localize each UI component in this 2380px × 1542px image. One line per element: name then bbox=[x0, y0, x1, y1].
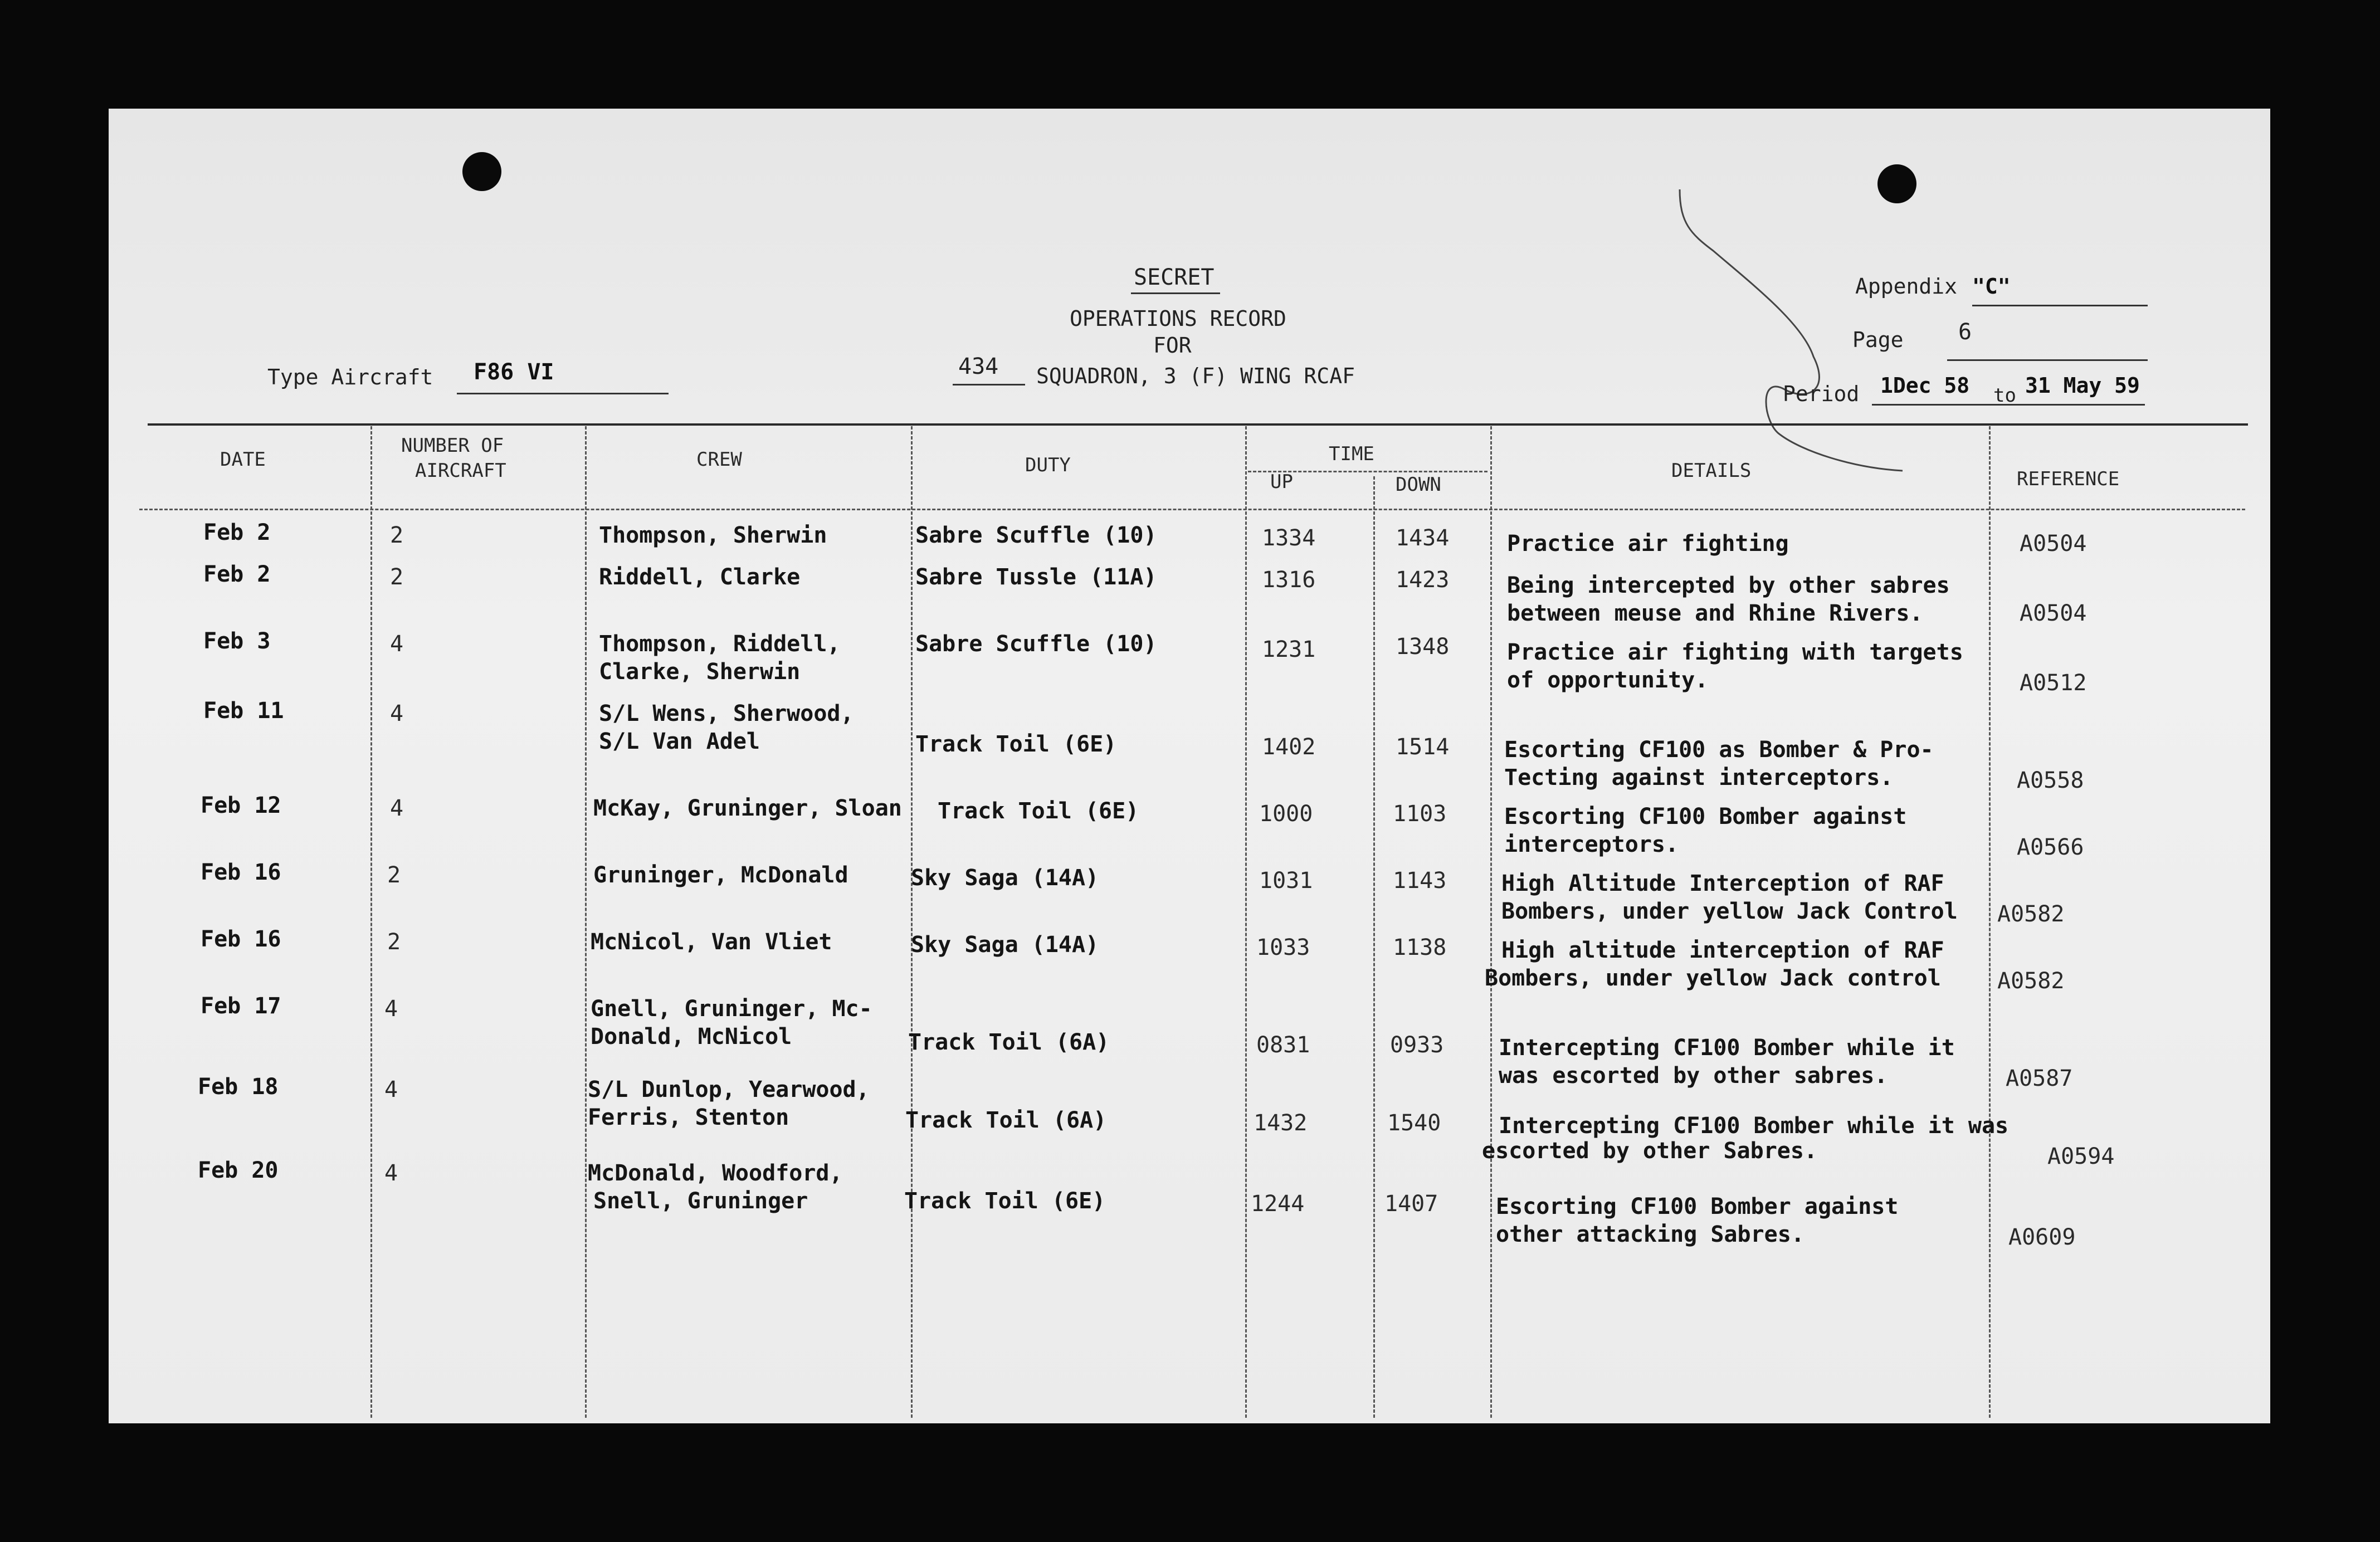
row2-date: Feb 2 bbox=[203, 562, 271, 587]
page-number: 6 bbox=[1958, 319, 1972, 345]
row4-date: Feb 11 bbox=[203, 698, 284, 724]
row5-crew: McKay, Gruninger, Sloan bbox=[593, 796, 902, 821]
row1-number: 2 bbox=[390, 523, 404, 548]
row9-crew-line2: Ferris, Stenton bbox=[588, 1105, 789, 1130]
row2-duty: Sabre Tussle (11A) bbox=[915, 564, 1157, 590]
row5-details-line1: Escorting CF100 Bomber against bbox=[1504, 804, 1907, 829]
row5-reference: A0566 bbox=[2017, 835, 2084, 860]
row3-duty: Sabre Scuffle (10) bbox=[915, 631, 1157, 657]
punch-hole bbox=[462, 152, 501, 191]
row1-details: Practice air fighting bbox=[1507, 531, 1789, 557]
row2-crew: Riddell, Clarke bbox=[599, 564, 801, 590]
row8-up: 0831 bbox=[1256, 1032, 1310, 1058]
row8-down: 0933 bbox=[1390, 1032, 1444, 1058]
row6-reference: A0582 bbox=[1997, 901, 2065, 927]
column-header-duty: DUTY bbox=[1025, 454, 1071, 476]
row4-crew-line1: S/L Wens, Sherwood, bbox=[599, 701, 854, 726]
record-title-for: FOR bbox=[1153, 333, 1192, 358]
row6-crew: Gruninger, McDonald bbox=[593, 862, 848, 888]
row9-details-line2: escorted by other Sabres. bbox=[1482, 1138, 1818, 1164]
period-to: 31 May 59 bbox=[2025, 373, 2140, 398]
row3-number: 4 bbox=[390, 631, 404, 657]
row7-details-line1: High altitude interception of RAF bbox=[1501, 938, 1944, 963]
row7-date: Feb 16 bbox=[201, 926, 281, 952]
row3-crew-line1: Thompson, Riddell, bbox=[599, 631, 841, 657]
row3-up: 1231 bbox=[1262, 637, 1316, 662]
squadron-name: SQUADRON, 3 (F) WING RCAF bbox=[1036, 364, 1355, 388]
row9-details-line1: Intercepting CF100 Bomber while it was bbox=[1499, 1113, 2009, 1139]
row5-down: 1103 bbox=[1393, 801, 1447, 827]
row10-up: 1244 bbox=[1251, 1191, 1305, 1217]
row10-number: 4 bbox=[384, 1160, 398, 1186]
row8-number: 4 bbox=[384, 996, 398, 1022]
row6-number: 2 bbox=[387, 862, 401, 888]
row9-crew-line1: S/L Dunlop, Yearwood, bbox=[588, 1077, 870, 1102]
row10-reference: A0609 bbox=[2008, 1224, 2076, 1250]
row4-crew-line2: S/L Van Adel bbox=[599, 729, 760, 754]
row4-duty: Track Toil (6E) bbox=[915, 731, 1117, 757]
row3-date: Feb 3 bbox=[203, 628, 271, 654]
row10-date: Feb 20 bbox=[198, 1158, 279, 1183]
row5-number: 4 bbox=[390, 796, 404, 821]
squadron-number: 434 bbox=[958, 354, 999, 379]
column-header-number-line2: AIRCRAFT bbox=[415, 460, 506, 482]
row1-crew: Thompson, Sherwin bbox=[599, 523, 827, 548]
row3-details-line2: of opportunity. bbox=[1507, 667, 1709, 693]
row4-up: 1402 bbox=[1262, 734, 1316, 760]
row2-up: 1316 bbox=[1262, 567, 1316, 593]
row10-duty: Track Toil (6E) bbox=[904, 1188, 1106, 1214]
row5-date: Feb 12 bbox=[201, 793, 281, 818]
row8-details-line2: was escorted by other sabres. bbox=[1499, 1063, 1888, 1089]
row7-details-line2: Bombers, under yellow Jack control bbox=[1485, 965, 1941, 991]
row8-crew-line2: Donald, McNicol bbox=[591, 1024, 792, 1050]
row9-reference: A0594 bbox=[2047, 1144, 2115, 1169]
row4-details-line2: Tecting against interceptors. bbox=[1504, 765, 1894, 790]
row1-reference: A0504 bbox=[2020, 531, 2087, 557]
column-header-up: UP bbox=[1270, 471, 1293, 493]
row2-details-line1: Being intercepted by other sabres bbox=[1507, 573, 1950, 598]
row5-duty: Track Toil (6E) bbox=[938, 798, 1139, 824]
appendix-label: Appendix bbox=[1855, 274, 1958, 299]
row3-crew-line2: Clarke, Sherwin bbox=[599, 659, 801, 685]
row7-number: 2 bbox=[387, 929, 401, 955]
appendix-value: "C" bbox=[1972, 274, 2011, 299]
row3-reference: A0512 bbox=[2020, 670, 2087, 696]
row8-date: Feb 17 bbox=[201, 993, 281, 1019]
column-header-crew: CREW bbox=[696, 448, 742, 471]
row1-duty: Sabre Scuffle (10) bbox=[915, 523, 1157, 548]
row2-reference: A0504 bbox=[2020, 601, 2087, 626]
document-page bbox=[109, 109, 2270, 1423]
row4-down: 1514 bbox=[1396, 734, 1450, 760]
row6-up: 1031 bbox=[1259, 868, 1313, 894]
row8-reference: A0587 bbox=[2006, 1066, 2073, 1091]
row2-details-line2: between meuse and Rhine Rivers. bbox=[1507, 601, 1923, 626]
row9-up: 1432 bbox=[1254, 1110, 1308, 1136]
row3-down: 1348 bbox=[1396, 634, 1450, 660]
type-aircraft-label: Type Aircraft bbox=[267, 365, 433, 389]
column-header-reference: REFERENCE bbox=[2017, 468, 2120, 490]
column-header-time: TIME bbox=[1329, 443, 1374, 465]
row6-down: 1143 bbox=[1393, 868, 1447, 894]
row10-down: 1407 bbox=[1384, 1191, 1438, 1217]
row2-number: 2 bbox=[390, 564, 404, 590]
row7-crew: McNicol, Van Vliet bbox=[591, 929, 832, 955]
row7-up: 1033 bbox=[1256, 935, 1310, 960]
row6-details-line2: Bombers, under yellow Jack Control bbox=[1501, 899, 1958, 924]
row2-down: 1423 bbox=[1396, 567, 1450, 593]
row5-up: 1000 bbox=[1259, 801, 1313, 827]
row4-number: 4 bbox=[390, 701, 404, 726]
row1-up: 1334 bbox=[1262, 525, 1316, 551]
row7-down: 1138 bbox=[1393, 935, 1447, 960]
classification-label: SECRET bbox=[1134, 265, 1215, 290]
row8-details-line1: Intercepting CF100 Bomber while it bbox=[1499, 1035, 1955, 1061]
row7-reference: A0582 bbox=[1997, 968, 2065, 994]
row10-crew-line2: Snell, Gruninger bbox=[593, 1188, 808, 1214]
row4-reference: A0558 bbox=[2017, 768, 2084, 793]
row10-crew-line1: McDonald, Woodford, bbox=[588, 1160, 843, 1186]
row7-duty: Sky Saga (14A) bbox=[911, 932, 1099, 958]
row9-number: 4 bbox=[384, 1077, 398, 1102]
page-label: Page bbox=[1852, 328, 1904, 352]
row1-down: 1434 bbox=[1396, 525, 1450, 551]
row10-details-line2: other attacking Sabres. bbox=[1496, 1222, 1804, 1247]
row6-date: Feb 16 bbox=[201, 860, 281, 885]
period-to-label: to bbox=[1993, 384, 2016, 407]
record-title: OPERATIONS RECORD bbox=[1070, 306, 1286, 331]
table-top-rule bbox=[148, 423, 2248, 426]
row8-duty: Track Toil (6A) bbox=[908, 1029, 1110, 1055]
row4-details-line1: Escorting CF100 as Bomber & Pro- bbox=[1504, 737, 1934, 763]
column-header-down: DOWN bbox=[1396, 474, 1441, 496]
row9-down: 1540 bbox=[1387, 1110, 1441, 1136]
column-header-details: DETAILS bbox=[1671, 460, 1752, 482]
period-from: 1Dec 58 bbox=[1880, 373, 1970, 398]
row9-duty: Track Toil (6A) bbox=[905, 1107, 1107, 1133]
column-header-number-line1: NUMBER OF bbox=[401, 435, 504, 457]
row6-details-line1: High Altitude Interception of RAF bbox=[1501, 871, 1944, 896]
header-bottom-rule bbox=[139, 509, 2245, 510]
column-header-date: DATE bbox=[220, 448, 266, 471]
row6-duty: Sky Saga (14A) bbox=[911, 865, 1099, 891]
row5-details-line2: interceptors. bbox=[1504, 832, 1679, 857]
row8-crew-line1: Gnell, Gruninger, Mc- bbox=[591, 996, 872, 1022]
row9-date: Feb 18 bbox=[198, 1074, 279, 1100]
row1-date: Feb 2 bbox=[203, 520, 271, 545]
type-aircraft-value: F86 VI bbox=[474, 359, 554, 385]
row3-details-line1: Practice air fighting with targets bbox=[1507, 640, 1963, 665]
row10-details-line1: Escorting CF100 Bomber against bbox=[1496, 1194, 1899, 1219]
period-label: Period bbox=[1783, 382, 1860, 406]
